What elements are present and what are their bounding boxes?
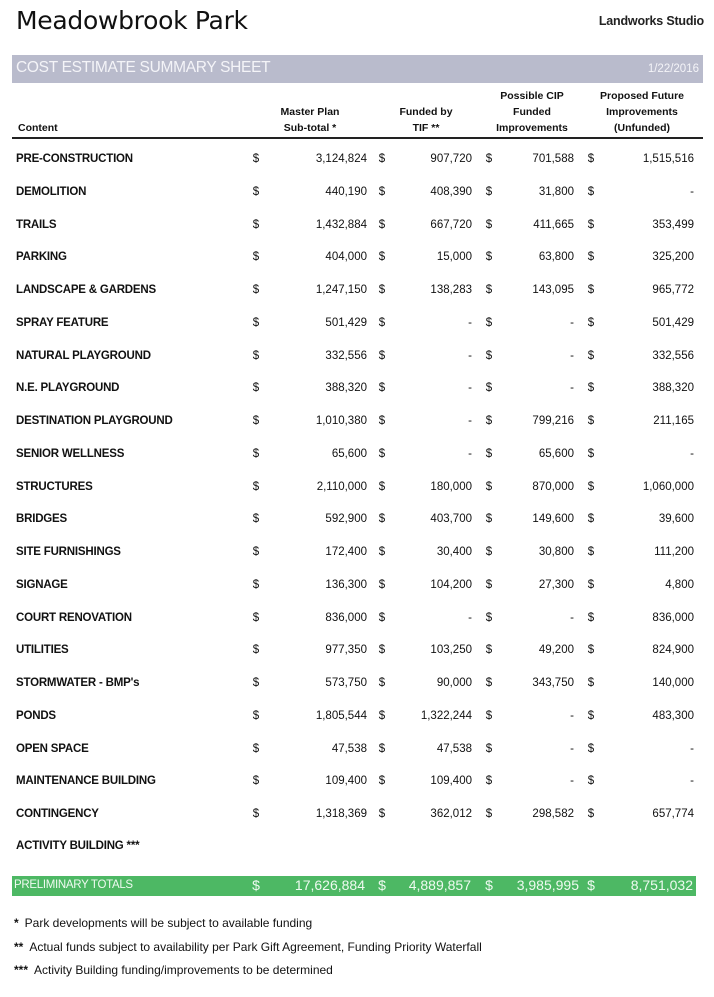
row-label: DEMOLITION — [16, 185, 87, 198]
row-label: OPEN SPACE — [16, 742, 89, 755]
future-value: - — [690, 775, 694, 788]
currency-symbol: $ — [252, 611, 260, 624]
table-row — [0, 642, 714, 662]
currency-symbol: $ — [378, 382, 386, 395]
currency-symbol: $ — [587, 480, 595, 493]
currency-symbol: $ — [485, 382, 493, 395]
master-plan-value: 1,432,884 — [315, 218, 367, 231]
tif-value: 907,720 — [430, 153, 472, 165]
master-plan-value: 1,805,544 — [315, 709, 367, 722]
tif-value: 403,700 — [430, 513, 472, 526]
column-header-master-plan — [262, 104, 358, 136]
currency-symbol: $ — [485, 480, 493, 493]
currency-symbol: $ — [378, 480, 386, 493]
row-label: ACTIVITY BUILDING *** — [16, 840, 140, 852]
row-label: STORMWATER - BMP's — [16, 677, 140, 689]
row-label: STRUCTURES — [16, 480, 93, 493]
column-header-cip — [484, 88, 580, 136]
currency-symbol: $ — [485, 218, 493, 231]
table-row — [0, 184, 714, 204]
currency-symbol: $ — [587, 709, 595, 722]
currency-symbol: $ — [252, 775, 260, 788]
future-value: - — [690, 185, 694, 198]
currency-symbol: $ — [485, 513, 493, 526]
tif-value: 138,283 — [430, 284, 472, 296]
currency-symbol: $ — [587, 546, 595, 558]
tif-value: 90,000 — [436, 677, 472, 689]
row-label: UTILITIES — [16, 644, 69, 657]
master-plan-value: 2,110,000 — [316, 480, 367, 493]
currency-symbol: $ — [587, 644, 595, 657]
footnote-text: Park developments will be subject to available funding — [24, 916, 313, 930]
currency-symbol: $ — [587, 415, 595, 427]
currency-symbol: $ — [252, 578, 260, 591]
table-row — [0, 282, 714, 302]
header-line: TIF ** — [412, 122, 440, 134]
footnote-mark: *** — [14, 963, 29, 977]
currency-symbol: $ — [378, 644, 386, 657]
cip-value: - — [570, 316, 574, 329]
totals-row — [12, 876, 696, 896]
header-line: Funded — [513, 106, 551, 118]
currency-symbol: $ — [378, 447, 386, 460]
currency-symbol: $ — [587, 185, 595, 198]
table-row — [0, 249, 714, 269]
currency-symbol: $ — [378, 677, 386, 689]
table-row — [0, 217, 714, 237]
currency-symbol: $ — [587, 284, 595, 296]
master-plan-value: 836,000 — [325, 611, 367, 624]
tif-value: - — [468, 349, 472, 362]
page-title: Meadowbrook Park — [16, 6, 248, 35]
future-value: 353,499 — [652, 218, 694, 231]
table-row — [0, 773, 714, 793]
master-plan-value: 404,000 — [325, 251, 367, 264]
sheet-title: COST ESTIMATE SUMMARY SHEET — [16, 59, 271, 76]
row-label: SENIOR WELLNESS — [16, 447, 125, 460]
table-row — [0, 511, 714, 531]
cip-value: 411,665 — [533, 218, 574, 231]
cip-value: - — [570, 742, 574, 755]
tif-value: - — [468, 382, 472, 395]
tif-value: 362,012 — [430, 808, 472, 820]
header-divider — [12, 137, 703, 139]
row-label: SITE FURNISHINGS — [16, 546, 121, 558]
currency-symbol: $ — [485, 185, 493, 198]
currency-symbol: $ — [587, 447, 595, 460]
currency-symbol: $ — [378, 218, 386, 231]
future-value: 140,000 — [652, 677, 694, 689]
tif-value: 103,250 — [430, 644, 472, 657]
currency-symbol: $ — [587, 611, 595, 624]
sheet-date: 1/22/2016 — [647, 63, 699, 75]
currency-symbol: $ — [587, 677, 595, 689]
currency-symbol: $ — [485, 316, 493, 329]
currency-symbol: $ — [378, 185, 386, 198]
header-line: Possible CIP — [500, 90, 564, 102]
footnote-text: Activity Building funding/improvements to be determined — [34, 963, 333, 977]
master-plan-value: 1,318,369 — [315, 808, 367, 820]
currency-symbol: $ — [485, 775, 493, 788]
future-value: 325,200 — [652, 251, 694, 264]
currency-symbol: $ — [587, 153, 595, 165]
currency-symbol: $ — [485, 877, 493, 893]
currency-symbol: $ — [378, 808, 386, 820]
table-row — [0, 806, 714, 826]
currency-symbol: $ — [378, 284, 386, 296]
cip-value: 27,300 — [538, 578, 574, 591]
master-plan-value: 592,900 — [325, 513, 367, 526]
header-line: Improvements — [606, 106, 678, 118]
future-value: 657,774 — [652, 808, 694, 820]
row-label: TRAILS — [16, 218, 57, 231]
tif-value: 667,720 — [430, 218, 472, 231]
total-future: 8,751,032 — [630, 877, 693, 893]
currency-symbol: $ — [587, 877, 595, 893]
cip-value: 143,095 — [532, 284, 574, 296]
column-header-content: Content — [18, 122, 58, 134]
total-master-plan: 17,626,884 — [294, 877, 365, 893]
currency-symbol: $ — [378, 546, 386, 558]
tif-value: 30,400 — [436, 546, 472, 558]
future-value: 4,800 — [665, 578, 694, 591]
currency-symbol: $ — [252, 251, 260, 264]
currency-symbol: $ — [252, 153, 260, 165]
future-value: 824,900 — [652, 644, 694, 657]
tif-value: 1,322,244 — [420, 709, 472, 722]
master-plan-value: 977,350 — [325, 644, 367, 657]
currency-symbol: $ — [485, 709, 493, 722]
cip-value: - — [570, 611, 574, 624]
footnote-mark: ** — [14, 940, 24, 954]
row-label: CONTINGENCY — [16, 808, 99, 820]
row-label: BRIDGES — [16, 513, 67, 526]
header-line: Improvements — [496, 122, 568, 134]
row-label: SPRAY FEATURE — [16, 316, 109, 329]
cip-value: 63,800 — [538, 251, 574, 264]
footnote-2 — [14, 940, 482, 954]
total-tif: 4,889,857 — [408, 877, 471, 893]
future-value: 211,165 — [653, 415, 694, 427]
currency-symbol: $ — [378, 415, 386, 427]
master-plan-value: 3,124,824 — [315, 153, 367, 165]
currency-symbol: $ — [378, 578, 386, 591]
currency-symbol: $ — [378, 709, 386, 722]
currency-symbol: $ — [485, 644, 493, 657]
row-label: DESTINATION PLAYGROUND — [16, 415, 173, 427]
master-plan-value: 388,320 — [325, 382, 367, 395]
master-plan-value: 47,538 — [331, 742, 367, 755]
cip-value: - — [570, 382, 574, 395]
table-row — [0, 413, 714, 433]
currency-symbol: $ — [252, 218, 260, 231]
row-label: SIGNAGE — [16, 578, 68, 591]
tif-value: - — [468, 316, 472, 329]
currency-symbol: $ — [587, 513, 595, 526]
future-value: 483,300 — [652, 709, 694, 722]
currency-symbol: $ — [378, 742, 386, 755]
table-row — [0, 544, 714, 564]
cip-value: - — [570, 349, 574, 362]
cip-value: 870,000 — [532, 480, 574, 493]
table-row — [0, 675, 714, 695]
studio-name: Landworks Studio — [598, 14, 704, 28]
tif-value: 104,200 — [430, 578, 472, 591]
row-label: PARKING — [16, 251, 67, 264]
cip-value: 701,588 — [532, 153, 574, 165]
master-plan-value: 332,556 — [325, 349, 367, 362]
currency-symbol: $ — [378, 316, 386, 329]
currency-symbol: $ — [587, 382, 595, 395]
tif-value: 408,390 — [430, 185, 472, 198]
currency-symbol: $ — [485, 578, 493, 591]
table-row — [0, 610, 714, 630]
footnote-1 — [14, 916, 312, 930]
header-line: Sub-total * — [283, 122, 337, 134]
cip-value: - — [570, 709, 574, 722]
table-row — [0, 348, 714, 368]
row-label: PRE-CONSTRUCTION — [16, 153, 133, 165]
master-plan-value: 65,600 — [331, 447, 367, 460]
future-value: 1,515,516 — [642, 153, 694, 165]
currency-symbol: $ — [378, 349, 386, 362]
cip-value: 149,600 — [532, 513, 574, 526]
currency-symbol: $ — [252, 709, 260, 722]
cip-value: 65,600 — [538, 447, 574, 460]
column-header-future — [590, 88, 694, 136]
total-cip: 3,985,995 — [516, 877, 579, 893]
currency-symbol: $ — [587, 349, 595, 362]
currency-symbol: $ — [587, 218, 595, 231]
currency-symbol: $ — [485, 349, 493, 362]
header-line: (Unfunded) — [614, 122, 670, 134]
row-label: NATURAL PLAYGROUND — [16, 349, 151, 362]
master-plan-value: 501,429 — [325, 316, 367, 329]
table-row — [0, 708, 714, 728]
header-line: Proposed Future — [599, 90, 684, 102]
master-plan-value: 172,400 — [325, 546, 367, 558]
table-row — [0, 315, 714, 335]
future-value: 1,060,000 — [642, 480, 694, 493]
currency-symbol: $ — [485, 611, 493, 624]
currency-symbol: $ — [252, 349, 260, 362]
table-row — [0, 741, 714, 761]
currency-symbol: $ — [252, 415, 260, 427]
currency-symbol: $ — [378, 775, 386, 788]
tif-value: - — [468, 611, 472, 624]
cip-value: - — [570, 775, 574, 788]
activity-building-row — [0, 838, 714, 858]
tif-value: 180,000 — [430, 480, 472, 493]
currency-symbol: $ — [485, 415, 493, 427]
cip-value: 799,216 — [532, 415, 574, 427]
cip-value: 49,200 — [538, 644, 574, 657]
table-row — [0, 446, 714, 466]
table-row — [0, 577, 714, 597]
currency-symbol: $ — [252, 480, 260, 493]
cip-value: 30,800 — [538, 546, 574, 558]
currency-symbol: $ — [378, 153, 386, 165]
currency-symbol: $ — [485, 742, 493, 755]
column-header-tif — [380, 104, 472, 136]
master-plan-value: 1,010,380 — [315, 415, 367, 427]
future-value: 501,429 — [652, 316, 694, 329]
future-value: 111,200 — [654, 546, 694, 558]
footnote-3 — [14, 963, 333, 977]
future-value: 836,000 — [652, 611, 694, 624]
row-label: COURT RENOVATION — [16, 611, 132, 624]
row-label: N.E. PLAYGROUND — [16, 382, 120, 395]
master-plan-value: 1,247,150 — [315, 284, 367, 296]
currency-symbol: $ — [587, 578, 595, 591]
future-value: 965,772 — [652, 284, 694, 296]
currency-symbol: $ — [252, 644, 260, 657]
currency-symbol: $ — [485, 153, 493, 165]
currency-symbol: $ — [485, 251, 493, 264]
totals-label: PRELIMINARY TOTALS — [14, 879, 133, 891]
table-row — [0, 380, 714, 400]
footnote-mark: * — [14, 916, 19, 930]
future-value: 388,320 — [652, 382, 694, 395]
currency-symbol: $ — [587, 808, 595, 820]
currency-symbol: $ — [587, 316, 595, 329]
cip-value: 31,800 — [538, 185, 574, 198]
master-plan-value: 440,190 — [325, 185, 367, 198]
tif-value: - — [468, 415, 472, 427]
header-line: Master Plan — [280, 106, 340, 118]
future-value: - — [690, 742, 694, 755]
currency-symbol: $ — [252, 316, 260, 329]
cip-value: 343,750 — [532, 677, 574, 689]
currency-symbol: $ — [252, 742, 260, 755]
future-value: - — [690, 447, 694, 460]
currency-symbol: $ — [587, 775, 595, 788]
currency-symbol: $ — [252, 447, 260, 460]
future-value: 332,556 — [652, 349, 694, 362]
currency-symbol: $ — [252, 513, 260, 526]
tif-value: - — [468, 447, 472, 460]
row-label: MAINTENANCE BUILDING — [16, 775, 156, 788]
future-value: 39,600 — [658, 513, 694, 526]
currency-symbol: $ — [587, 742, 595, 755]
currency-symbol: $ — [252, 185, 260, 198]
currency-symbol: $ — [252, 546, 260, 558]
currency-symbol: $ — [252, 284, 260, 296]
master-plan-value: 136,300 — [325, 578, 367, 591]
tif-value: 109,400 — [430, 775, 472, 788]
currency-symbol: $ — [587, 251, 595, 264]
table-row — [0, 151, 714, 171]
master-plan-value: 109,400 — [325, 775, 367, 788]
currency-symbol: $ — [485, 546, 493, 558]
tif-value: 47,538 — [436, 742, 472, 755]
footnote-text: Actual funds subject to availability per Park Gift Agreement, Funding Priority Waterfall — [29, 940, 482, 954]
currency-symbol: $ — [252, 808, 260, 820]
currency-symbol: $ — [252, 877, 260, 893]
cip-value: 298,582 — [532, 808, 574, 820]
currency-symbol: $ — [485, 284, 493, 296]
currency-symbol: $ — [252, 382, 260, 395]
currency-symbol: $ — [485, 447, 493, 460]
section-header-band — [12, 55, 703, 83]
currency-symbol: $ — [485, 677, 493, 689]
currency-symbol: $ — [252, 677, 260, 689]
currency-symbol: $ — [378, 611, 386, 624]
tif-value: 15,000 — [436, 251, 472, 264]
table-row — [0, 479, 714, 499]
row-label: LANDSCAPE & GARDENS — [16, 284, 156, 296]
currency-symbol: $ — [485, 808, 493, 820]
currency-symbol: $ — [378, 877, 386, 893]
currency-symbol: $ — [378, 251, 386, 264]
master-plan-value: 573,750 — [325, 677, 367, 689]
currency-symbol: $ — [378, 513, 386, 526]
header-line: Funded by — [399, 106, 453, 118]
row-label: PONDS — [16, 709, 56, 722]
